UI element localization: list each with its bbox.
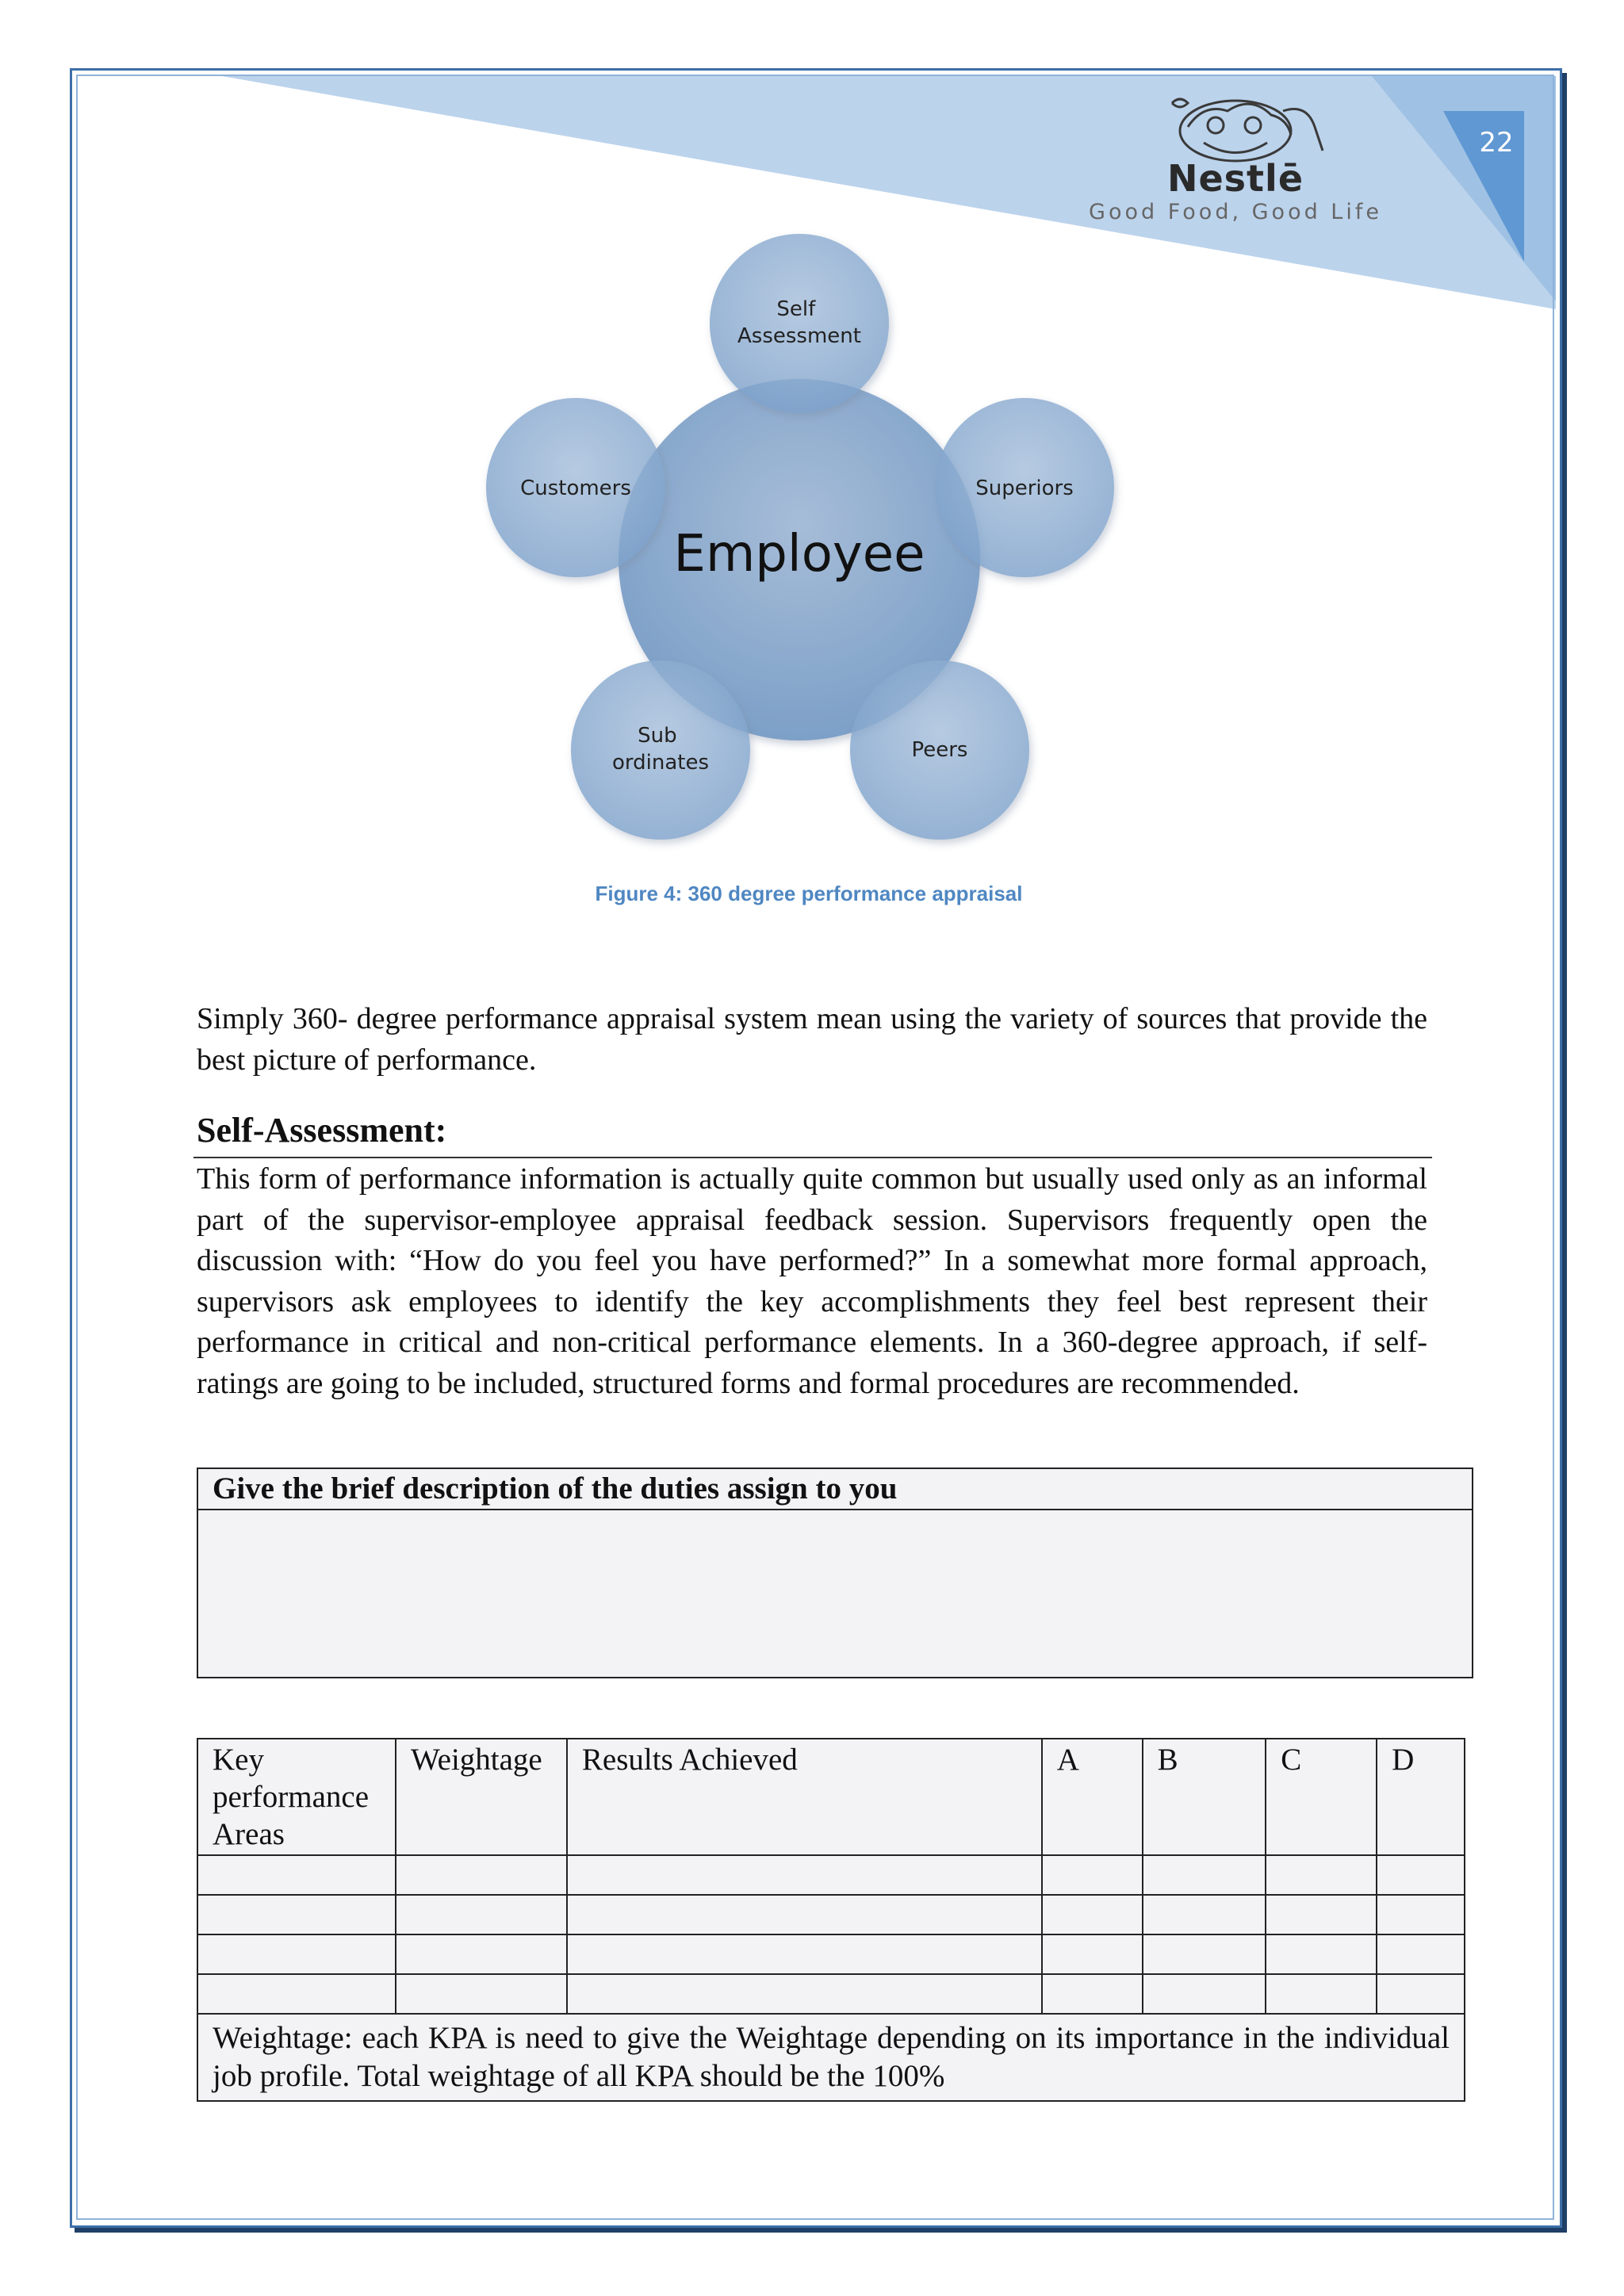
node-self-label-2: Assessment xyxy=(737,324,861,348)
section-body: This form of performance information is actually quite common but usually used only as an informal part of the supervisor-employee appraisal feedback session. Supervisors frequently open the discussion with: “How do you feel you have performed?” In a somewhat more formal approach, supervisors ask employees to identify the key accomplishments they feel best represent their performance in critical and non-critical performance elements. In a 360-degree approach, if self-ratings are going to be included, structured forms and formal procedures are recommended. xyxy=(197,1162,1427,1400)
node-peers-label: Peers xyxy=(911,738,968,762)
kpa-header-weightage: Weightage xyxy=(396,1739,567,1855)
node-superiors-label: Superiors xyxy=(975,476,1074,500)
kpa-header-c: C xyxy=(1266,1739,1377,1855)
kpa-header-b: B xyxy=(1143,1739,1266,1855)
center-label: Employee xyxy=(673,525,925,584)
logo-brand-text: Nestlē xyxy=(1166,157,1304,200)
duties-box-title: Give the brief description of the duties assign to you xyxy=(197,1468,1473,1510)
kpa-header-results: Results Achieved xyxy=(567,1739,1042,1855)
page-number: 22 xyxy=(1479,127,1514,159)
section-heading: Self-Assessment: xyxy=(197,1111,447,1150)
kpa-weightage-note: Weightage: each KPA is need to give the Weightage depending on its importance in the individual job profile. Total weightage of all KPA should be the 100% xyxy=(197,2014,1465,2101)
figure-caption: Figure 4: 360 degree performance appraisal xyxy=(595,882,1023,905)
node-customers-label: Customers xyxy=(520,476,631,500)
node-self-label-1: Self xyxy=(776,297,816,321)
node-subordinates-label-2: ordinates xyxy=(611,751,710,775)
kpa-header-d: D xyxy=(1377,1739,1465,1855)
logo-tagline: Good Food, Good Life xyxy=(1089,200,1382,224)
intro-paragraph: Simply 360- degree performance appraisal system mean using the variety of sources that provide the best picture of performance. xyxy=(197,1002,1427,1077)
page-border-inner xyxy=(76,75,1554,2220)
kpa-header-key-areas: Key performance Areas xyxy=(197,1739,396,1855)
node-subordinates-label-1: Sub xyxy=(638,724,677,748)
kpa-header-a: A xyxy=(1042,1739,1143,1855)
